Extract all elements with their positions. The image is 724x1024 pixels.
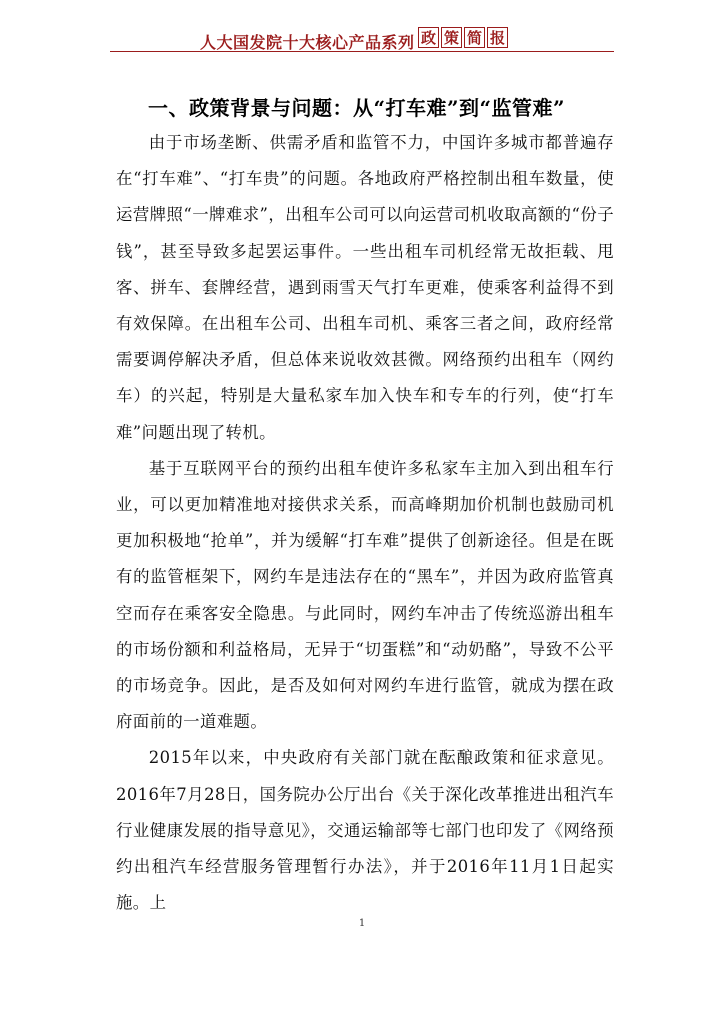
paragraph: 基于互联网平台的预约出租车使许多私家车主加入到出租车行业，可以更加精准地对接供求关系，而高峰期加价机制也鼓励司机更加积极地“抢单”，并为缓解“打车难”提供了创新途径。但是在既有的监管框架下，网约车是违法存在的“黑车”，并因为政府监管真空而存在乘客安全隐患。与此同时，网约车冲击了传统巡游出租车的市场份额和利益格局，无异于“切蛋糕”和“动奶酪”，导致不公平的市场竞争。因此，是否及如何对网约车进行监管，就成为摆在政府面前的一道难题。	[116, 458, 614, 732]
badge-char: 简	[464, 27, 485, 48]
paragraph: 2015年以来，中央政府有关部门就在酝酿政策和征求意见。2016年7月28日，国务院办公厅出台《关于深化改革推进出租汽车行业健康发展的指导意见》，交通运输部等七部门也印发了《网络预约出租汽车经营服务管理暂行办法》，并于2016年11月1日起实施。上	[116, 748, 614, 913]
page-number: 1	[358, 918, 366, 929]
badge-char: 政	[418, 27, 439, 48]
header-divider	[110, 51, 614, 52]
section-heading: 一、政策背景与问题：从“打车难”到“监管难”	[148, 96, 566, 120]
paragraph: 由于市场垄断、供需矛盾和监管不力，中国许多城市都普遍存在“打车难”、“打车贵”的问题。各地政府严格控制出租车数量，使运营牌照“一牌难求”，出租车公司可以向运营司机收取高额的“份子钱”，甚至导致多起罢运事件。一些出租车司机经常无故拒载、甩客、拼车、套牌经营，遇到雨雪天气打车更难，使乘客利益得不到有效保障。在出租车公司、出租车司机、乘客三者之间，政府经常需要调停解决矛盾，但总体来说收效甚微。网络预约出租车（网约车）的兴起，特别是大量私家车加入快车和专车的行列，使“打车难”问题出现了转机。	[116, 133, 614, 442]
series-title: 人大国发院十大核心产品系列	[200, 33, 415, 52]
body-text	[116, 125, 614, 921]
badge-char: 报	[487, 27, 508, 48]
policy-brief-badge	[418, 27, 508, 48]
page-header	[0, 0, 724, 60]
badge-char: 策	[441, 27, 462, 48]
